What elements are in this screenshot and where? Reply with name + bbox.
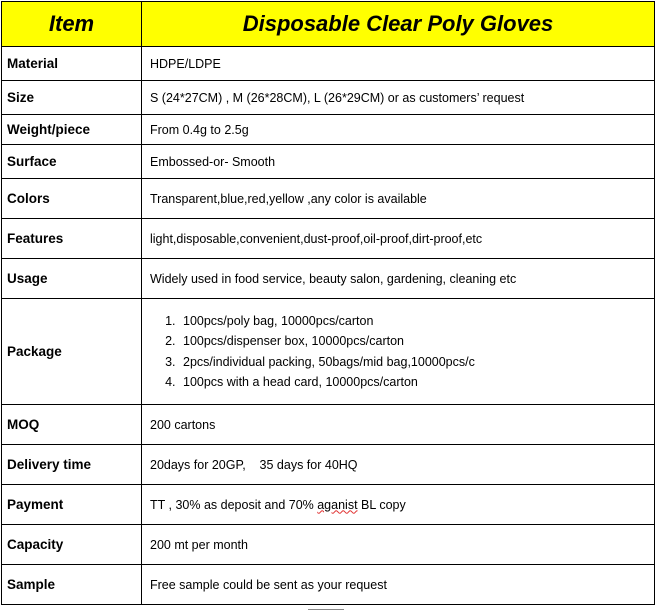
table-row-usage: [2, 259, 655, 299]
table-row-package: [2, 299, 655, 405]
row-label: Features: [2, 219, 142, 259]
row-value: From 0.4g to 2.5g: [142, 115, 655, 145]
row-value: Embossed-or- Smooth: [142, 145, 655, 179]
row-value: [142, 485, 655, 525]
page-edge-mark: [308, 609, 344, 610]
row-label: Sample: [2, 565, 142, 605]
row-label: Delivery time: [2, 445, 142, 485]
spec-table: [1, 1, 655, 605]
payment-text-before: TT , 30% as deposit and 70%: [150, 497, 318, 512]
row-label: Material: [2, 47, 142, 81]
header-item-label: Item: [2, 2, 142, 47]
row-value: Widely used in food service, beauty salon, gardening, cleaning etc: [142, 259, 655, 299]
row-value: 200 cartons: [142, 405, 655, 445]
row-value: Free sample could be sent as your request: [142, 565, 655, 605]
table-row-colors: [2, 179, 655, 219]
list-item: 4. 100pcs with a head card, 10000pcs/carton: [179, 372, 654, 393]
row-value: S (24*27CM) , M (26*28CM), L (26*29CM) or as customers’ request: [142, 81, 655, 115]
row-label: Surface: [2, 145, 142, 179]
row-value: light,disposable,convenient,dust-proof,oil-proof,dirt-proof,etc: [142, 219, 655, 259]
list-item: 2. 100pcs/dispenser box, 10000pcs/carton: [179, 331, 654, 352]
table-row-payment: [2, 485, 655, 525]
row-label: Size: [2, 81, 142, 115]
row-label: Usage: [2, 259, 142, 299]
row-value: 200 mt per month: [142, 525, 655, 565]
table-row-features: [2, 219, 655, 259]
package-list: [150, 311, 654, 393]
payment-text-after: BL copy: [357, 497, 406, 512]
table-row-size: [2, 81, 655, 115]
table-row-delivery: [2, 445, 655, 485]
row-value: 20days for 20GP, 35 days for 40HQ: [142, 445, 655, 485]
table-row-surface: [2, 145, 655, 179]
row-label: Capacity: [2, 525, 142, 565]
table-row-capacity: [2, 525, 655, 565]
table-row-material: [2, 47, 655, 81]
row-label: Weight/piece: [2, 115, 142, 145]
table-row-moq: [2, 405, 655, 445]
row-value: HDPE/LDPE: [142, 47, 655, 81]
list-item: 3. 2pcs/individual packing, 50bags/mid bag,10000pcs/c: [179, 352, 654, 373]
row-value: [142, 299, 655, 405]
row-label: Package: [2, 299, 142, 405]
row-label: Payment: [2, 485, 142, 525]
header-title: Disposable Clear Poly Gloves: [142, 2, 655, 47]
row-label: Colors: [2, 179, 142, 219]
table-row-sample: [2, 565, 655, 605]
row-label: MOQ: [2, 405, 142, 445]
table-row-weight: [2, 115, 655, 145]
misspelled-word: aganist: [317, 497, 358, 512]
list-item: 1. 100pcs/poly bag, 10000pcs/carton: [179, 311, 654, 332]
row-value: Transparent,blue,red,yellow ,any color is available: [142, 179, 655, 219]
header-row: [2, 2, 655, 47]
